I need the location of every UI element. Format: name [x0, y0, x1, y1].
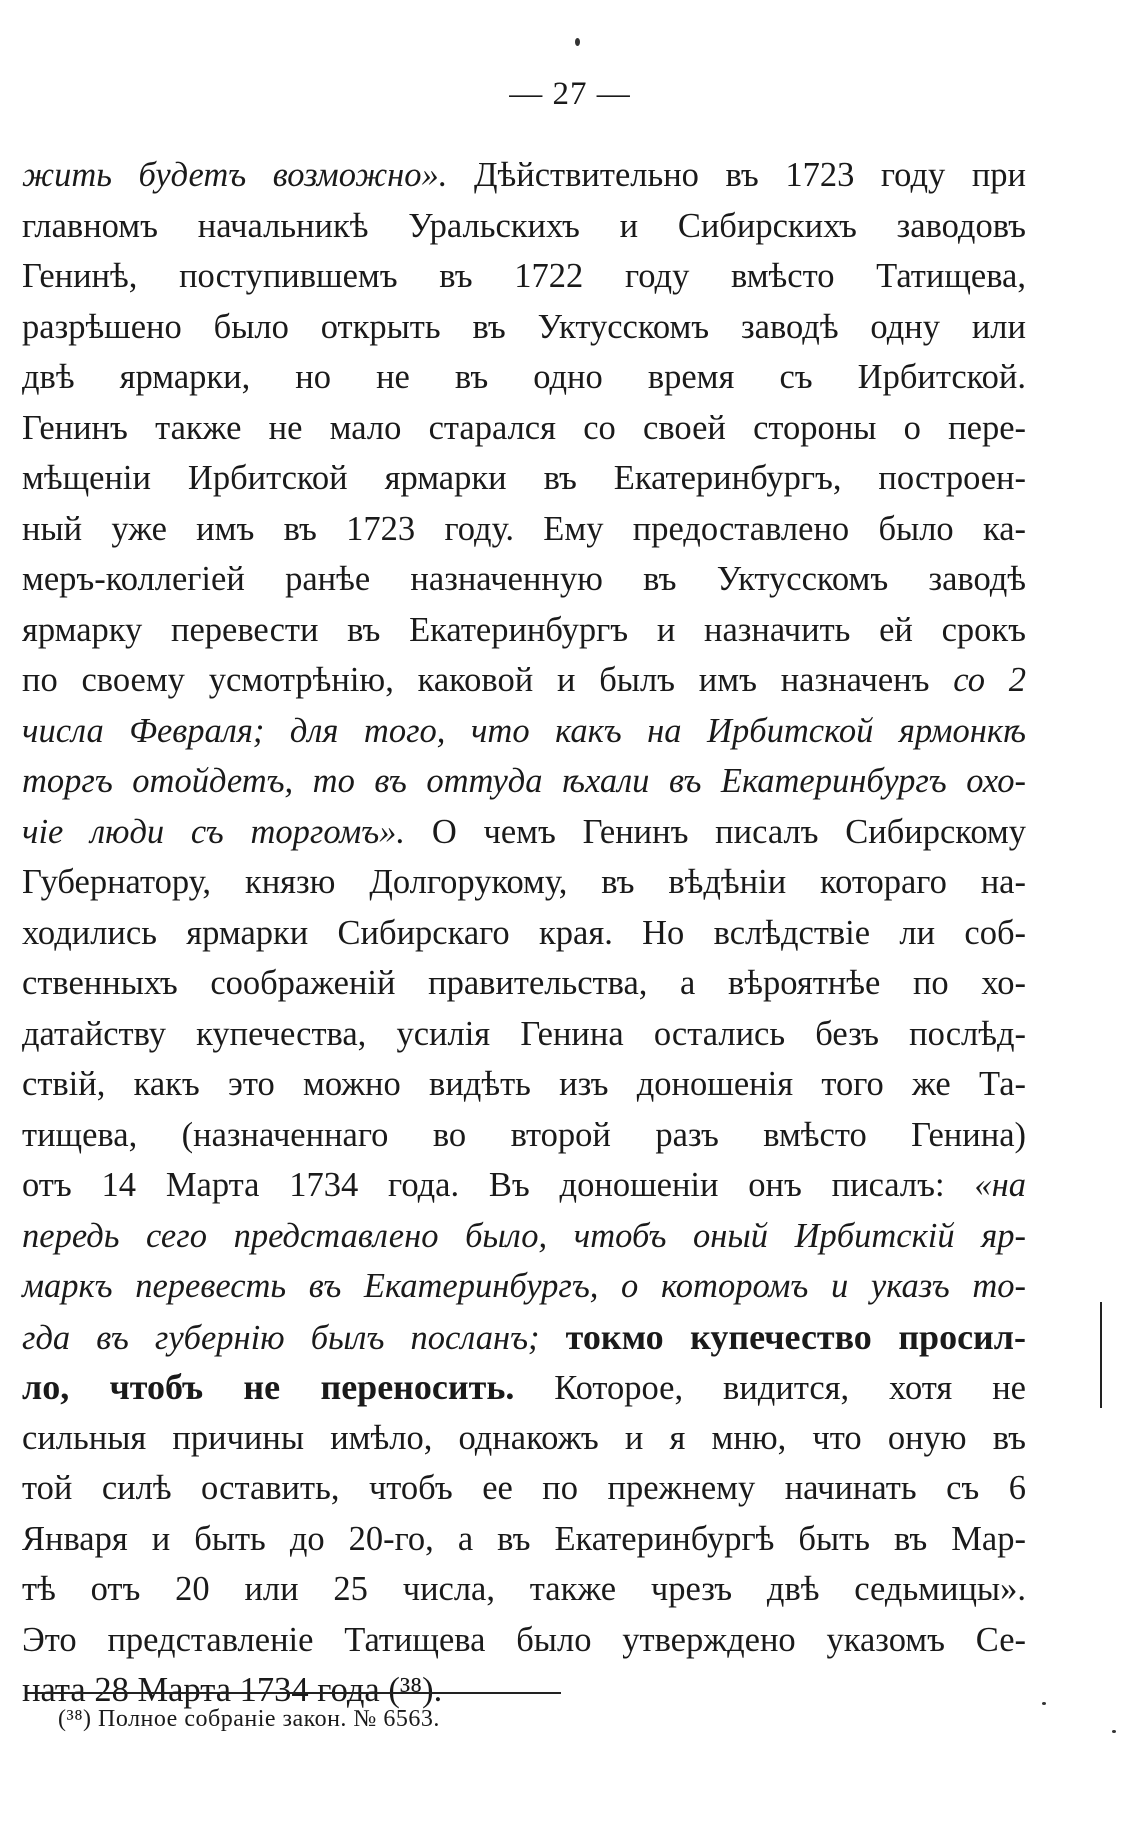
text-line — [22, 605, 1026, 656]
text-run: меръ-коллегіей ранѣе назначенную въ Уктусскомъ заводѣ — [22, 560, 1026, 598]
italic-quote: торгъ отойдетъ, то въ оттуда ѣхали въ Екатеринбургъ охо- — [22, 762, 1026, 800]
text-line — [22, 1211, 1026, 1262]
italic-quote: передь сего представлено было, чтобъ оный Ирбитскій яр- — [22, 1216, 1026, 1255]
text-run: Которое, видится, хотя не — [514, 1369, 1026, 1407]
text-run: Дѣйствительно въ 1723 году при — [447, 156, 1026, 194]
text-run: отъ 14 Марта 1734 года. Въ доношеніи онъ писалъ: — [22, 1166, 975, 1204]
text-run: Генинъ также не мало старался со своей стороны о пере- — [22, 408, 1026, 447]
text-line — [22, 807, 1026, 858]
italic-quote: чіе люди съ торгомъ». — [22, 812, 406, 851]
text-line — [22, 1362, 1026, 1413]
body-text — [22, 150, 1026, 1716]
text-run: О чемъ Генинъ писалъ Сибирскому — [405, 812, 1026, 851]
text-line — [22, 251, 1026, 302]
text-run: мѣщеніи Ирбитской ярмарки въ Екатеринбургъ, построен- — [22, 459, 1026, 497]
italic-quote: маркъ перевесть въ Екатеринбургъ, о которомъ и указъ то- — [22, 1267, 1026, 1305]
text-line — [22, 554, 1026, 605]
bold-quote: ло, чтобъ не переносить. — [22, 1367, 515, 1407]
text-line — [22, 1312, 1026, 1363]
text-line — [22, 706, 1026, 757]
text-line — [22, 1615, 1026, 1666]
italic-quote: числа Февраля; для того, что какъ на Ирбитской ярмонкѣ — [22, 711, 1026, 750]
italic-quote: гда въ губернію былъ посланъ; — [22, 1318, 566, 1357]
text-run: ствій, какъ это можно видѣть изъ доношенія того же Та- — [22, 1065, 1026, 1103]
ink-speck — [575, 38, 580, 46]
text-line — [22, 1009, 1026, 1060]
text-line — [22, 958, 1026, 1009]
text-run: ный уже имъ въ 1723 году. Ему предоставлено было ка- — [22, 509, 1026, 548]
text-line — [22, 1110, 1026, 1161]
text-line — [22, 1261, 1026, 1312]
text-line — [22, 908, 1026, 959]
text-run: датайству купечества, усилія Генина остались безъ послѣд- — [22, 1014, 1026, 1053]
text-run: разрѣшено было открыть въ Уктусскомъ заводѣ одну или — [22, 307, 1026, 346]
text-run: двѣ ярмарки, но не въ одно время съ Ирбитской. — [22, 358, 1026, 396]
text-line — [22, 504, 1026, 555]
text-run: Это представленіе Татищева было утверждено указомъ Се- — [22, 1620, 1026, 1659]
text-line — [22, 1160, 1026, 1211]
text-line — [22, 150, 1026, 201]
text-run: Генинѣ, поступившемъ въ 1722 году вмѣсто Татищева, — [22, 257, 1026, 295]
footnote: (³⁸) Полное собраніе закон. № 6563. — [58, 1706, 440, 1732]
page-number: — 27 — — [509, 76, 631, 112]
text-run: тищева, (назначеннаго во второй разъ вмѣсто Генина) — [22, 1115, 1026, 1154]
ink-speck — [1042, 1702, 1046, 1705]
italic-quote: жить будетъ возможно». — [22, 156, 448, 194]
text-run: ственныхъ соображеній правительства, а вѣроятнѣе по хо- — [22, 964, 1026, 1002]
text-line — [22, 453, 1026, 504]
text-run: сильныя причины имѣло, однакожъ и я мню, что оную въ — [22, 1418, 1026, 1457]
margin-mark — [1100, 1302, 1102, 1408]
text-line — [22, 857, 1026, 908]
italic-quote: «на — [974, 1166, 1026, 1204]
text-run: ната 28 Марта 1734 года (³⁸). — [22, 1671, 443, 1709]
text-line — [22, 1564, 1026, 1615]
text-line — [22, 756, 1026, 807]
bold-quote: токмо купечество просил- — [565, 1316, 1026, 1357]
text-run: ярмарку перевести въ Екатеринбургъ и назначить ей срокъ — [22, 610, 1026, 649]
text-run: по своему усмотрѣнію, каковой и былъ имъ назначенъ — [22, 661, 954, 699]
ink-speck — [1112, 1730, 1116, 1733]
text-line — [22, 201, 1026, 252]
text-run: Января и быть до 20-го, а въ Екатеринбургѣ быть въ Мар- — [22, 1519, 1026, 1558]
text-run: Губернатору, князю Долгорукому, въ вѣдѣніи котораго на- — [22, 863, 1026, 901]
text-line — [22, 403, 1026, 454]
text-line — [22, 1463, 1026, 1514]
text-run: той силѣ оставить, чтобъ ее по прежнему начинать съ 6 — [22, 1469, 1026, 1507]
text-run: ходились ярмарки Сибирскаго края. Но вслѣдствіе ли соб- — [22, 913, 1026, 952]
italic-quote: со 2 — [953, 661, 1026, 699]
text-run: тѣ отъ 20 или 25 числа, также чрезъ двѣ седьмицы». — [22, 1570, 1026, 1608]
text-line — [22, 302, 1026, 353]
text-line — [22, 352, 1026, 403]
text-line — [22, 1514, 1026, 1565]
footnote-rule — [26, 1692, 561, 1694]
text-line — [22, 1059, 1026, 1110]
text-line — [22, 655, 1026, 706]
text-run: главномъ начальникѣ Уральскихъ и Сибирскихъ заводовъ — [22, 206, 1026, 245]
text-line — [22, 1413, 1026, 1464]
